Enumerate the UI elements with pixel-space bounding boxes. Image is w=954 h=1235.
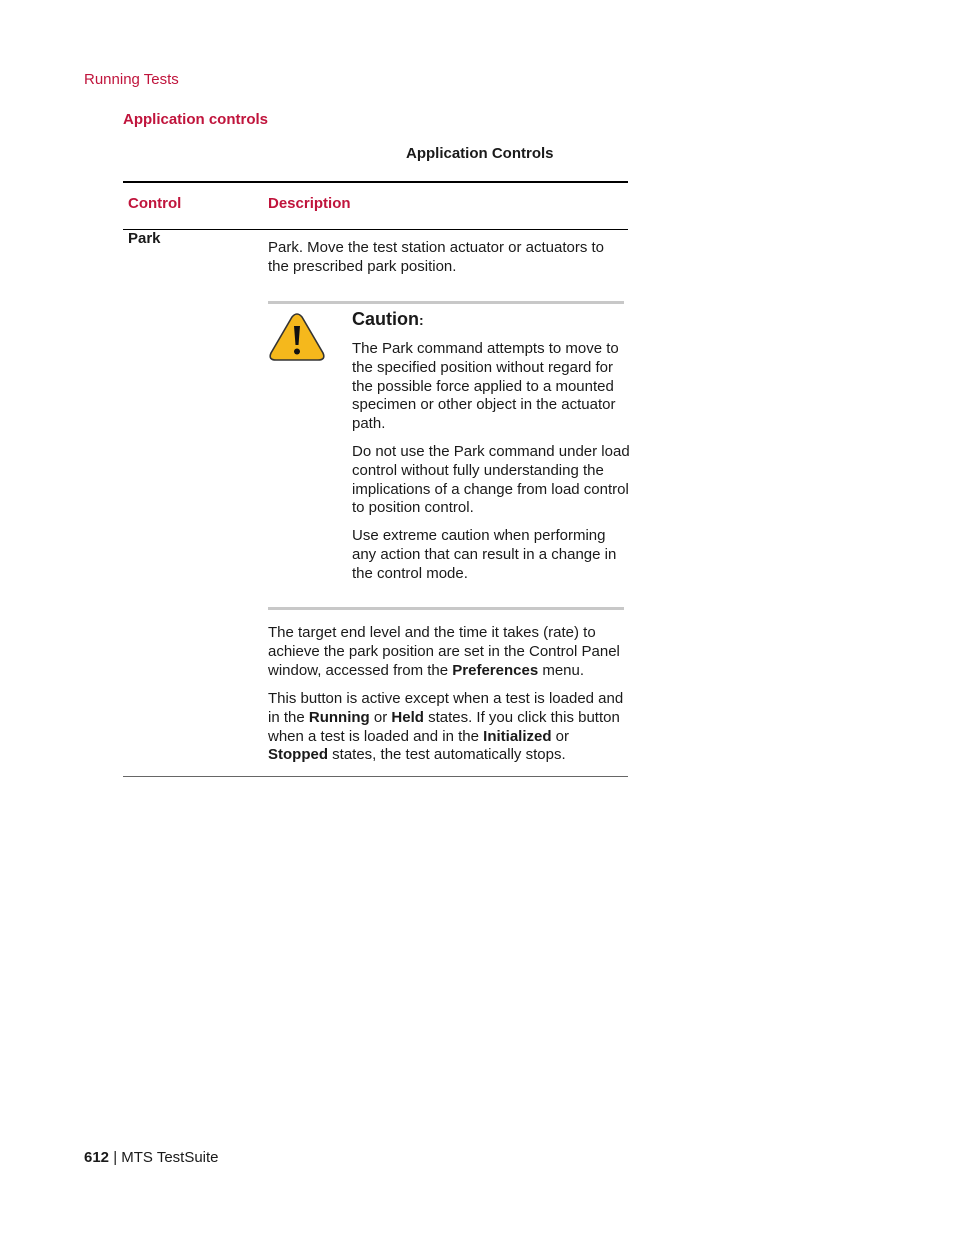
table-top-rule <box>123 181 628 183</box>
caution-top-rule <box>268 301 624 304</box>
control-cell-park: Park <box>128 230 161 247</box>
park-rate-paragraph: The target end level and the time it takes (rate) to achieve the park position are set in the Control Panel window, accessed from the Preferences menu. <box>268 624 620 679</box>
product-name: MTS TestSuite <box>121 1149 219 1166</box>
table-title: Application Controls <box>406 145 554 162</box>
caution-paragraph: Use extreme caution when performing any action that can result in a change in the control mode. <box>352 527 617 582</box>
caution-bottom-rule <box>268 607 624 610</box>
section-heading: Application controls <box>123 111 269 128</box>
park-state-paragraph: This button is active except when a test is loaded and in the Running or Held states. If you click this button when a test is loaded and in the Initialized or Stopped states, the test automatically stops. <box>268 690 624 764</box>
caution-paragraph: The Park command attempts to move to the specified position without regard for the possible force applied to a mounted specimen or other object in the actuator path. <box>352 340 619 433</box>
running-header: Running Tests <box>84 71 179 88</box>
caution-title: Caution: <box>352 309 424 329</box>
page-footer: 612 | MTS TestSuite <box>84 1149 219 1166</box>
table-header-rule <box>123 229 628 230</box>
page-number: 612 <box>84 1149 110 1166</box>
caution-paragraph: Do not use the Park command under load control without fully understanding the implications of a change from load control to position control. <box>352 443 630 517</box>
park-description: Park. Move the test station actuator or actuators to the prescribed park position. <box>268 239 604 275</box>
warning-triangle-icon <box>268 312 326 362</box>
column-header-control: Control <box>128 195 182 212</box>
column-header-description: Description <box>268 195 351 212</box>
table-bottom-rule <box>123 776 628 777</box>
